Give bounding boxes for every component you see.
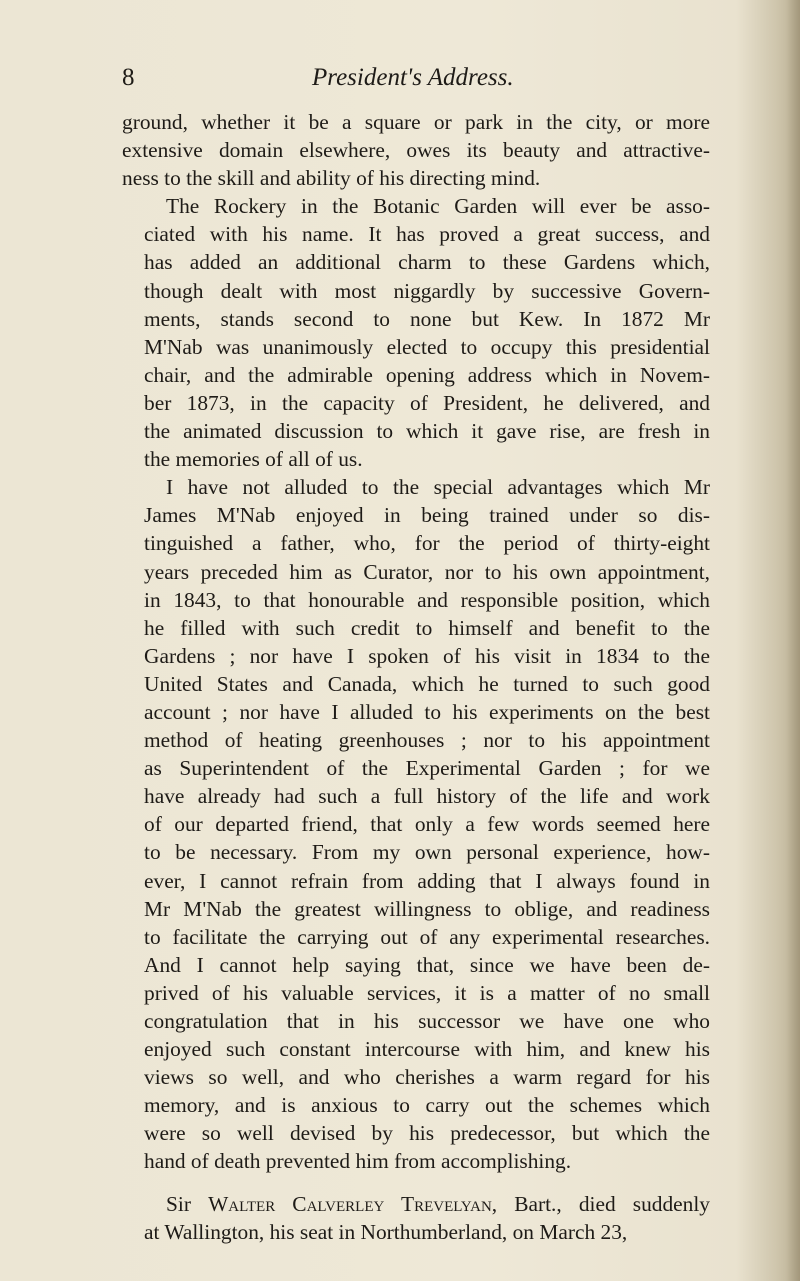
text-line: Mr M'Nab the greatest willingness to oblige, and readiness: [144, 896, 710, 921]
body-text: [122, 108, 710, 1246]
paragraph-1: [122, 108, 710, 192]
paragraph-2: [122, 192, 710, 473]
text-line: prived of his valuable services, it is a matter of no small: [144, 980, 710, 1005]
text-line: [122, 1190, 710, 1218]
text-line: in 1843, to that honourable and responsible position, which: [144, 587, 710, 612]
text-line: ments, stands second to none but Kew. In 1872 Mr: [144, 306, 710, 331]
text-line: Gardens ; nor have I spoken of his visit in 1834 to the: [144, 643, 710, 668]
first-line-rest: , Bart., died suddenly: [491, 1191, 711, 1216]
text-line: to be necessary. From my own personal experience, how-: [144, 840, 710, 865]
text-line: congratulation that in his successor we have one who: [144, 1009, 710, 1033]
text-line: have already had such a full history of the life and work: [144, 784, 710, 809]
page-header: [122, 62, 710, 94]
text-line: extensive domain elsewhere, owes its beauty and attractive-: [122, 138, 710, 163]
page-edge-shadow: [786, 0, 800, 1281]
text-line: James M'Nab enjoyed in being trained under so dis-: [144, 503, 710, 528]
text-line: ciated with his name. It has proved a great success, and: [144, 222, 710, 247]
text-line: has added an additional charm to these Gardens which,: [144, 250, 710, 275]
text-line: enjoyed such constant intercourse with him, and knew his: [144, 1037, 710, 1062]
text-line: account ; nor have I alluded to his experiments on the best: [144, 699, 710, 724]
text-line: And I cannot help saying that, since we have been de-: [144, 952, 710, 977]
text-line: the memories of all of us.: [144, 447, 363, 472]
text-line: ness to the skill and ability of his directing mind.: [122, 166, 541, 191]
text-line: ever, I cannot refrain from adding that I always found in: [144, 868, 710, 893]
text-line: tinguished a father, who, for the period of thirty-eight: [144, 531, 710, 556]
text-line: as Superintendent of the Experimental Garden ; for we: [144, 756, 710, 781]
paragraph-4: [122, 1190, 710, 1246]
paragraph-3: [122, 473, 710, 1175]
text-line: memory, and is anxious to carry out the schemes which: [144, 1093, 710, 1118]
person-name: Walter Calverley Trevelyan: [208, 1191, 492, 1216]
text-line: of our departed friend, that only a few words seemed here: [144, 812, 710, 837]
text-line: were so well devised by his predecessor, but which the: [144, 1121, 710, 1146]
text-line: ground, whether it be a square or park in the city, or more: [122, 110, 710, 134]
text-line: the animated discussion to which it gave rise, are fresh in: [144, 419, 710, 444]
text-line: I have not alluded to the special advantages which Mr: [166, 475, 710, 500]
running-title: President's Address.: [312, 64, 514, 91]
text-line: chair, and the admirable opening address which in Novem-: [144, 362, 710, 387]
name-prefix: Sir: [166, 1191, 209, 1216]
text-line: he filled with such credit to himself and benefit to the: [144, 615, 710, 640]
text-line: to facilitate the carrying out of any experimental researches.: [144, 924, 710, 949]
text-line: at Wallington, his seat in Northumberland, on March 23,: [144, 1219, 628, 1244]
text-line: The Rockery in the Botanic Garden will ever be asso-: [166, 194, 710, 219]
page-number: 8: [122, 64, 135, 91]
text-line: method of heating greenhouses ; nor to his appointment: [144, 728, 710, 753]
text-line: though dealt with most niggardly by successive Govern-: [144, 278, 710, 303]
text-line: years preceded him as Curator, nor to his own appointment,: [144, 559, 710, 584]
text-line: M'Nab was unanimously elected to occupy this presidential: [144, 334, 710, 359]
text-line: ber 1873, in the capacity of President, he delivered, and: [144, 390, 710, 415]
text-line: views so well, and who cherishes a warm regard for his: [144, 1065, 710, 1090]
text-line: hand of death prevented him from accomplishing.: [144, 1149, 572, 1174]
text-line: United States and Canada, which he turned to such good: [144, 671, 710, 696]
